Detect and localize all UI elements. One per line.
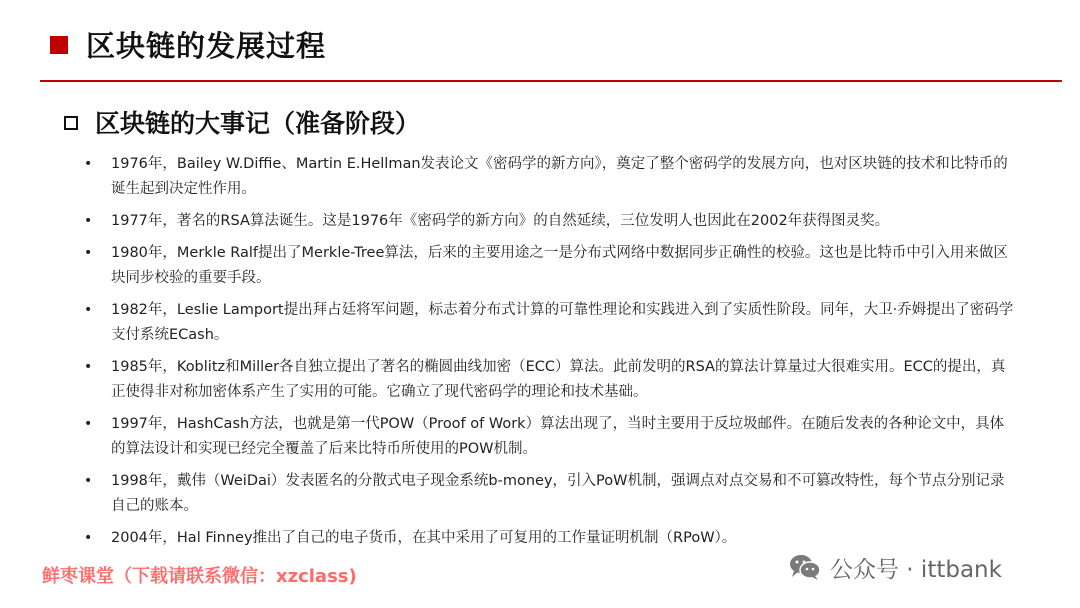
list-item xyxy=(84,241,1014,291)
event-text: 1976年，Bailey W.Diffie、Martin E.Hellman发表论文《密码学的新方向》，奠定了整个密码学的发展方向，也对区块链的技术和比特币的诞生起到决定性作用。 xyxy=(111,156,1008,197)
bullet-icon: • xyxy=(84,302,93,318)
footer-contact-text: 鲜枣课堂（下载请联系微信：xzclass) xyxy=(42,566,357,587)
bullet-icon: • xyxy=(84,156,93,172)
list-item xyxy=(84,152,1014,202)
list-item xyxy=(84,412,1014,462)
event-list xyxy=(84,152,1014,558)
bullet-icon: • xyxy=(84,245,93,261)
bullet-icon: • xyxy=(84,213,93,229)
event-text: 2004年，Hal Finney推出了自己的电子货币，在其中采用了可复用的工作量证明机制（RPoW）。 xyxy=(111,530,737,546)
page-title: 区块链的发展过程 xyxy=(86,29,327,63)
event-text: 1985年，Koblitz和Miller各自独立提出了著名的椭圆曲线加密（ECC）算法。此前发明的RSA的算法计算量过大很难实用。ECC的提出，真正使得非对称加密体系产生了实用的可能。它确立了现代密码学的理论和技术基础。 xyxy=(111,359,1006,400)
footer-account-label: 公众号 · ittbank xyxy=(830,556,1002,583)
list-item xyxy=(84,209,1014,234)
section-checkbox-icon xyxy=(64,116,78,130)
list-item xyxy=(84,526,1014,551)
event-text: 1977年，著名的RSA算法诞生。这是1976年《密码学的新方向》的自然延续，三位发明人也因此在2002年获得图灵奖。 xyxy=(111,213,890,229)
event-text: 1997年，HashCash方法，也就是第一代POW（Proof of Work）算法出现了，当时主要用于反垃圾邮件。在随后发表的各种论文中，具体的算法设计和实现已经完全覆盖了后来比特币所使用的POW机制。 xyxy=(111,416,1005,457)
event-text: 1982年，Leslie Lamport提出拜占廷将军问题，标志着分布式计算的可靠性理论和实践进入到了实质性阶段。同年，大卫·乔姆提出了密码学支付系统ECash。 xyxy=(111,302,1014,343)
bullet-icon: • xyxy=(84,530,93,546)
section-title: 区块链的大事记（准备阶段） xyxy=(95,109,421,138)
list-item xyxy=(84,469,1014,519)
bullet-icon: • xyxy=(84,416,93,432)
event-text: 1998年，戴伟（WeiDai）发表匿名的分散式电子现金系统b-money，引入PoW机制，强调点对点交易和不可篡改特性，每个节点分别记录自己的账本。 xyxy=(111,473,1005,514)
wechat-icon xyxy=(788,552,822,582)
title-divider xyxy=(40,80,1062,82)
bullet-icon: • xyxy=(84,473,93,489)
list-item xyxy=(84,298,1014,348)
list-item xyxy=(84,355,1014,405)
footer-account xyxy=(788,552,1002,582)
bullet-icon: • xyxy=(84,359,93,375)
event-text: 1980年，Merkle Ralf提出了Merkle-Tree算法，后来的主要用途之一是分布式网络中数据同步正确性的校验。这也是比特币中引入用来做区块同步校验的重要手段。 xyxy=(111,245,1008,286)
title-marker-square xyxy=(50,36,68,54)
